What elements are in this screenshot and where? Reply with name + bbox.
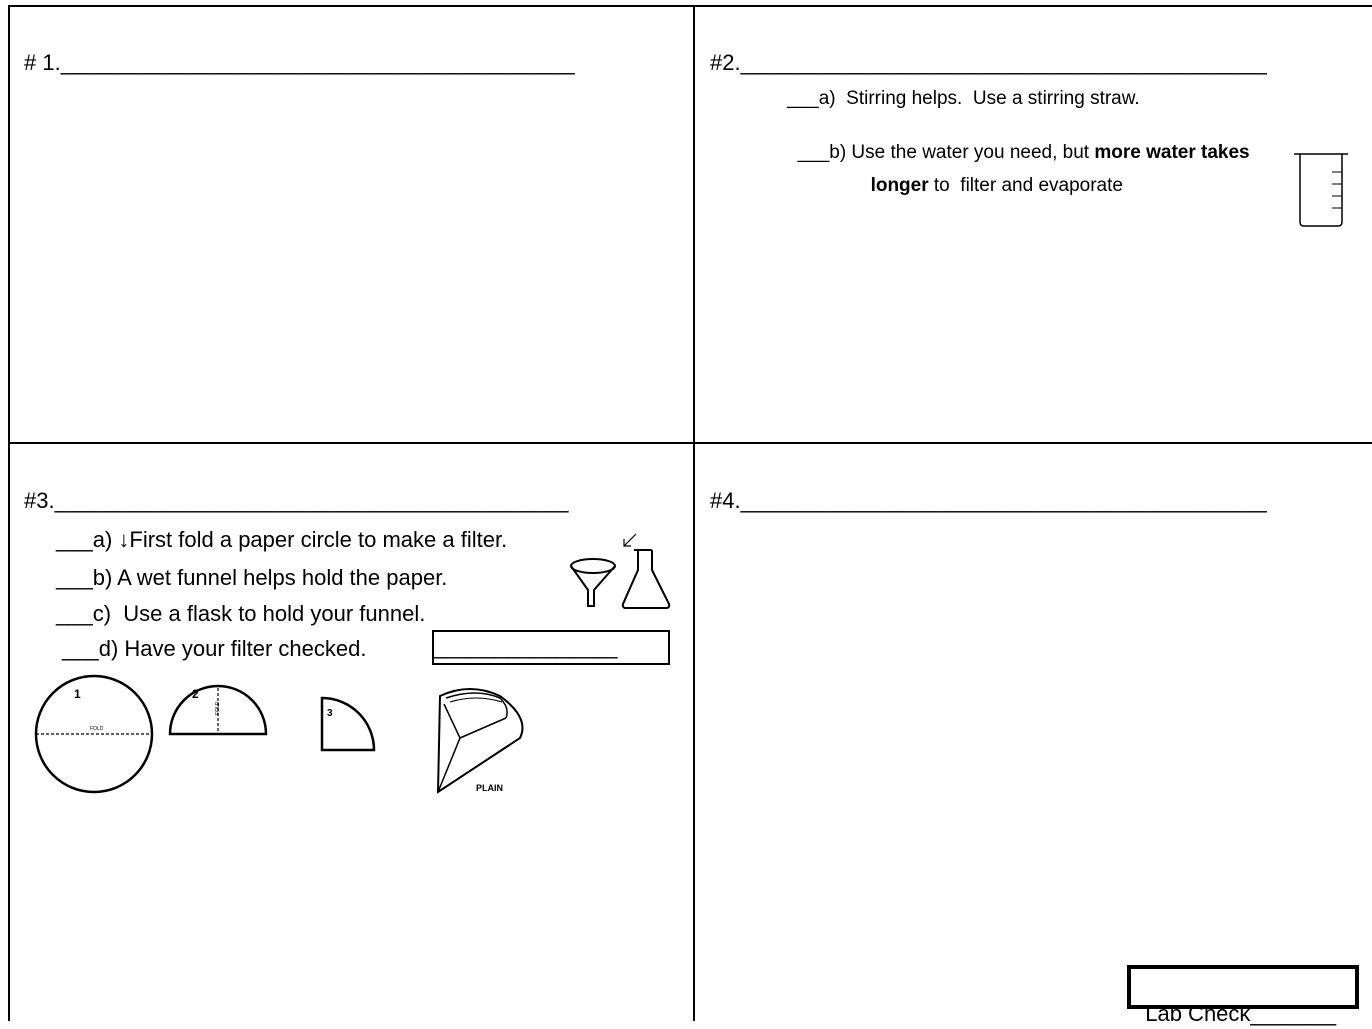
cell2-item-b-text2: to filter and evaporate xyxy=(928,175,1123,196)
plain-label: PLAIN xyxy=(476,783,503,793)
grid-left-border xyxy=(8,5,10,1021)
cell2-item-b-text: ___b) Use the water you need, but xyxy=(797,142,1095,163)
cell3-title: #3.__________________________________________ xyxy=(24,488,569,513)
step3-label: 3 xyxy=(327,708,333,719)
cell2-title: #2.___________________________________________ xyxy=(710,50,1267,75)
grid-top-border xyxy=(8,5,1372,7)
lab-check-box[interactable] xyxy=(1127,965,1359,1026)
filter-check-blank: _______________ xyxy=(434,634,618,659)
lab-check-label: Lab Check_______ xyxy=(1145,1001,1337,1026)
cell2-item-a: ___a) Stirring helps. Use a stirring straw. xyxy=(787,88,1140,109)
cell3-item-d: ___d) Have your filter checked. xyxy=(62,636,367,661)
filter-folding-diagram xyxy=(30,668,540,796)
fold-label-2: FOLD xyxy=(215,701,221,715)
cell3-item-c: ___c) Use a flask to hold your funnel. xyxy=(56,601,426,626)
grid-center-border xyxy=(693,5,695,1021)
cell4-title: #4.___________________________________________ xyxy=(710,488,1267,513)
cell2-item-b-cont xyxy=(860,150,1123,198)
flask-icon xyxy=(620,546,672,612)
grid-middle-border xyxy=(8,442,1372,444)
cell2-item-b-bold2: longer xyxy=(870,175,929,196)
cell2-item-b-bold: more water takes xyxy=(1094,142,1250,163)
fold-label-1: FOLD xyxy=(90,726,104,732)
filter-check-box[interactable] xyxy=(432,630,670,665)
funnel-icon xyxy=(568,556,618,610)
beaker-icon xyxy=(1292,150,1352,230)
step1-label: 1 xyxy=(74,687,81,701)
cell1-title: # 1.__________________________________________ xyxy=(24,50,575,75)
cell3-item-b: ___b) A wet funnel helps hold the paper. xyxy=(56,565,448,590)
step2-label: 2 xyxy=(192,687,199,701)
cell3-item-a: ___a) ↓First fold a paper circle to make a filter. xyxy=(56,527,508,552)
